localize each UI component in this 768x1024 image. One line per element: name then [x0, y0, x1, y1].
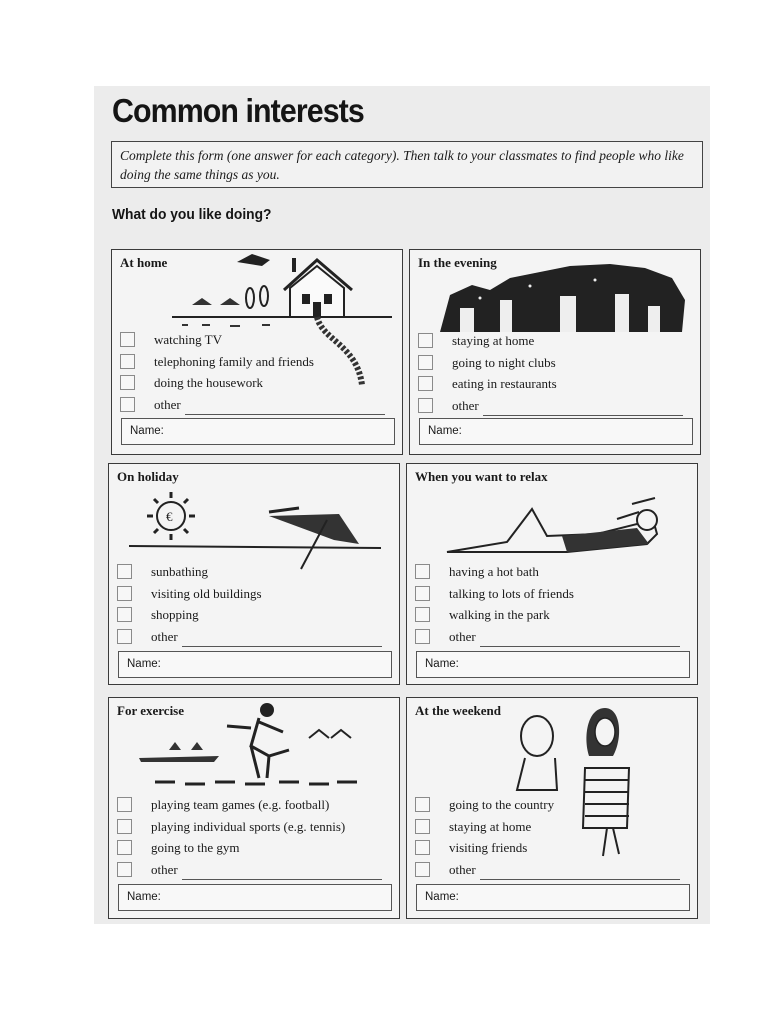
- checkbox[interactable]: [415, 819, 430, 834]
- card-heading: In the evening: [418, 255, 497, 270]
- options-list: [415, 561, 687, 647]
- checkbox[interactable]: [415, 629, 430, 644]
- option-other[interactable]: other: [415, 859, 687, 881]
- other-write-line[interactable]: [182, 866, 382, 880]
- checkbox[interactable]: [418, 355, 433, 370]
- option-team-games[interactable]: playing team games (e.g. football): [117, 794, 389, 816]
- checkbox[interactable]: [418, 376, 433, 391]
- card-heading: On holiday: [117, 469, 179, 484]
- options-list: [117, 561, 389, 647]
- other-write-line[interactable]: [182, 633, 382, 647]
- checkbox[interactable]: [117, 840, 132, 855]
- checkbox[interactable]: [415, 862, 430, 877]
- checkbox[interactable]: [120, 375, 135, 390]
- option-other[interactable]: other: [117, 859, 389, 881]
- checkbox[interactable]: [120, 397, 135, 412]
- other-write-line[interactable]: [480, 633, 680, 647]
- option-other[interactable]: other: [117, 626, 389, 648]
- card-when-you-want-to-relax: [406, 463, 698, 685]
- option-staying-at-home[interactable]: staying at home: [418, 330, 690, 352]
- name-field[interactable]: Name:: [419, 418, 693, 445]
- option-night-clubs[interactable]: going to night clubs: [418, 352, 690, 374]
- page-title: Common interests: [112, 92, 364, 129]
- option-housework[interactable]: doing the housework: [120, 372, 392, 394]
- option-sunbathing[interactable]: sunbathing: [117, 561, 389, 583]
- option-hot-bath[interactable]: having a hot bath: [415, 561, 687, 583]
- option-gym[interactable]: going to the gym: [117, 837, 389, 859]
- name-field[interactable]: Name:: [118, 884, 392, 911]
- option-other[interactable]: other: [120, 394, 392, 416]
- option-other[interactable]: other: [415, 626, 687, 648]
- checkbox[interactable]: [117, 564, 132, 579]
- checkbox[interactable]: [117, 819, 132, 834]
- card-heading: For exercise: [117, 703, 185, 718]
- card-heading: At the weekend: [415, 703, 501, 718]
- card-at-home: [111, 249, 403, 455]
- other-write-line[interactable]: [480, 866, 680, 880]
- option-individual-sports[interactable]: playing individual sports (e.g. tennis): [117, 816, 389, 838]
- checkbox[interactable]: [415, 607, 430, 622]
- option-visiting-friends[interactable]: visiting friends: [415, 837, 687, 859]
- other-write-line[interactable]: [185, 401, 385, 415]
- card-on-holiday: [108, 463, 400, 685]
- option-shopping[interactable]: shopping: [117, 604, 389, 626]
- option-restaurants[interactable]: eating in restaurants: [418, 373, 690, 395]
- option-old-buildings[interactable]: visiting old buildings: [117, 583, 389, 605]
- options-list: [120, 329, 392, 415]
- checkbox[interactable]: [117, 607, 132, 622]
- checkbox[interactable]: [415, 797, 430, 812]
- other-write-line[interactable]: [483, 402, 683, 416]
- options-list: [117, 794, 389, 880]
- name-field[interactable]: Name:: [416, 884, 690, 911]
- svg-text:€: €: [166, 509, 173, 524]
- option-walking-park[interactable]: walking in the park: [415, 604, 687, 626]
- option-staying-at-home[interactable]: staying at home: [415, 816, 687, 838]
- checkbox[interactable]: [418, 333, 433, 348]
- option-telephoning[interactable]: telephoning family and friends: [120, 351, 392, 373]
- name-field[interactable]: Name:: [118, 651, 392, 678]
- options-list: [415, 794, 687, 880]
- name-field[interactable]: Name:: [121, 418, 395, 445]
- section-subtitle: What do you like doing?: [112, 206, 272, 223]
- checkbox[interactable]: [117, 862, 132, 877]
- checkbox[interactable]: [117, 797, 132, 812]
- option-other[interactable]: other: [418, 395, 690, 417]
- card-at-the-weekend: [406, 697, 698, 919]
- checkbox[interactable]: [415, 586, 430, 601]
- name-field[interactable]: Name:: [416, 651, 690, 678]
- options-list: [418, 330, 690, 416]
- checkbox[interactable]: [117, 629, 132, 644]
- checkbox[interactable]: [120, 332, 135, 347]
- checkbox[interactable]: [415, 564, 430, 579]
- checkbox[interactable]: [418, 398, 433, 413]
- option-watching-tv[interactable]: watching TV: [120, 329, 392, 351]
- option-country[interactable]: going to the country: [415, 794, 687, 816]
- card-for-exercise: [108, 697, 400, 919]
- checkbox[interactable]: [117, 586, 132, 601]
- checkbox[interactable]: [415, 840, 430, 855]
- option-talking-friends[interactable]: talking to lots of friends: [415, 583, 687, 605]
- card-heading: At home: [120, 255, 168, 270]
- card-heading: When you want to relax: [415, 469, 548, 484]
- checkbox[interactable]: [120, 354, 135, 369]
- instructions-box: Complete this form (one answer for each category). Then talk to your classmates to find people who like doing the same things as you.: [111, 141, 703, 188]
- card-in-the-evening: [409, 249, 701, 455]
